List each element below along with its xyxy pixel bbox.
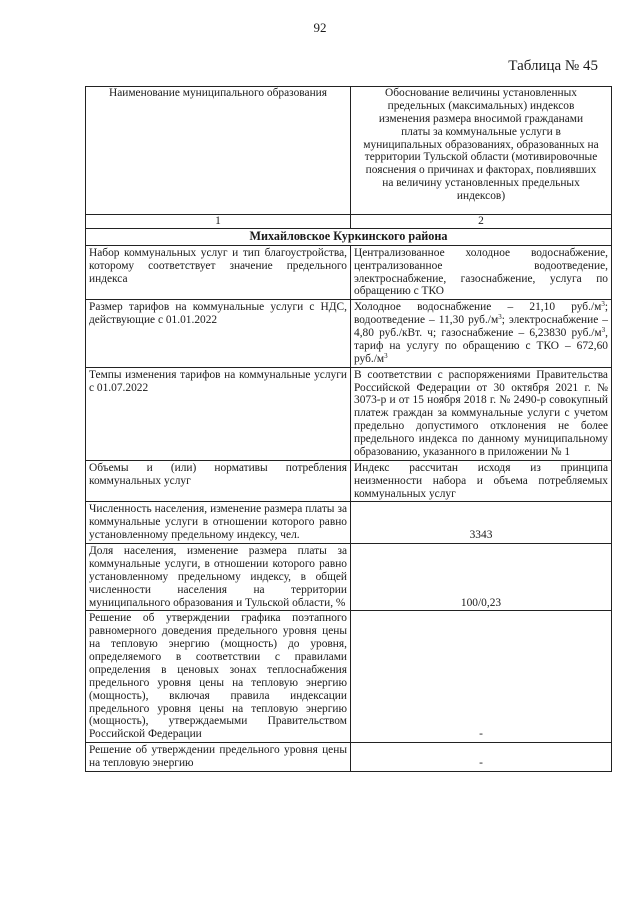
tariff-sewerage: ; водоотведение – 11,30 руб./м — [354, 301, 608, 327]
unit-superscript: 3 — [601, 300, 605, 309]
row-value-heat-price: - — [479, 757, 483, 770]
row-value-population-share-cell — [351, 544, 612, 611]
column-number-1: 1 — [86, 215, 351, 229]
row-value-heat-schedule: - — [479, 728, 483, 741]
table-row — [86, 544, 612, 611]
row-value-population: 3343 — [469, 529, 493, 542]
header-col-justification: Обоснование величины установленных предельных (максимальных) индексов изменения размера вносимой гражданами платы за коммунальные услуги в муниципальных образованиях, образованных на территории Тульской области (мотивировочные пояснения о причинах и факторах, повлиявших на величину установленных предельных индексов) — [351, 87, 612, 215]
row-label-population: Численность населения, изменение размера платы за коммунальные услуги в отношении которого равно установленному предельному индексу, чел. — [86, 502, 351, 544]
column-number-row — [86, 215, 612, 229]
table-row — [86, 743, 612, 772]
column-number-2: 2 — [351, 215, 612, 229]
tariff-cold-water: Холодное водоснабжение – 21,10 руб./м — [354, 301, 602, 314]
row-value-population-share: 100/0,23 — [460, 596, 502, 609]
row-label-services-set: Набор коммунальных услуг и тип благоустройства, которому соответствует значение предельного индекса — [86, 245, 351, 300]
row-value-population-cell — [351, 502, 612, 544]
row-value-heat-price-cell — [351, 743, 612, 772]
row-value-tariff-change: В соответствии с распоряжениями Правительства Российской Федерации от 30 октября 2021 г. № 3073-р и от 15 ноября 2018 г. № 2490-р совокупный платеж граждан за коммунальные услуги с учетом предельно допустимого отклонения не более предельного индекса по данному муниципальному образованию, указанного в приложении № 1 — [351, 367, 612, 460]
district-row — [86, 229, 612, 246]
row-label-tariffs: Размер тарифов на коммунальные услуги с НДС, действующие с 01.01.2022 — [86, 300, 351, 367]
tariff-electricity-gas: ; электроснабжение – 4,80 руб./кВт. ч; газоснабжение – 6,23830 руб./м — [354, 314, 609, 340]
district-name: Михайловское Куркинского района — [86, 229, 612, 246]
table-row — [86, 460, 612, 502]
row-label-heat-schedule: Решение об утверждении графика поэтапного равномерного доведения предельного уровня цены на тепловую энергию (мощность) до уровня, определяемого в соответствии с правилами определения в ценовых зонах теплоснабжения предельного уровня цены на тепловую энергию (мощность), включая правила индексации предельного уровня цены на тепловую энергию (мощность), утверждаемыми Правительством Российской Федерации — [86, 611, 351, 743]
table-row — [86, 245, 612, 300]
row-label-consumption: Объемы и (или) нормативы потребления коммунальных услуг — [86, 460, 351, 502]
page-number: 92 — [313, 20, 327, 35]
header-col-municipality: Наименование муниципального образования — [86, 87, 351, 215]
table-row — [86, 502, 612, 544]
row-label-heat-price: Решение об утверждении предельного уровня цены на тепловую энергию — [86, 743, 351, 772]
tariff-waste: , тариф на услугу по обращению с ТКО – 672,60 руб./м — [354, 327, 608, 365]
unit-superscript: 3 — [498, 313, 502, 322]
row-label-tariff-change: Темпы изменения тарифов на коммунальные услуги с 01.07.2022 — [86, 367, 351, 460]
table-row — [86, 367, 612, 460]
row-value-services-set: Централизованное холодное водоснабжение, централизованное водоотведение, электроснабжение, газоснабжение, услуга по обращению с ТКО — [351, 245, 612, 300]
row-value-heat-schedule-cell — [351, 611, 612, 743]
row-value-consumption: Индекс рассчитан исходя из принципа неизменности набора и объема потребляемых коммунальных услуг — [351, 460, 612, 502]
table-row — [86, 611, 612, 743]
justification-table — [85, 86, 612, 772]
unit-superscript: 3 — [384, 351, 388, 360]
row-value-tariffs — [351, 300, 612, 367]
table-caption: Таблица № 45 — [508, 58, 598, 74]
unit-superscript: 3 — [601, 326, 606, 335]
row-label-population-share: Доля населения, изменение размера платы за коммунальные услуги, в отношении которого равно установленному предельному индексу, в общей численности населения на территории муниципального образования и Тульской области, % — [86, 544, 351, 611]
table-header-row — [86, 87, 612, 215]
table-row — [86, 300, 612, 367]
